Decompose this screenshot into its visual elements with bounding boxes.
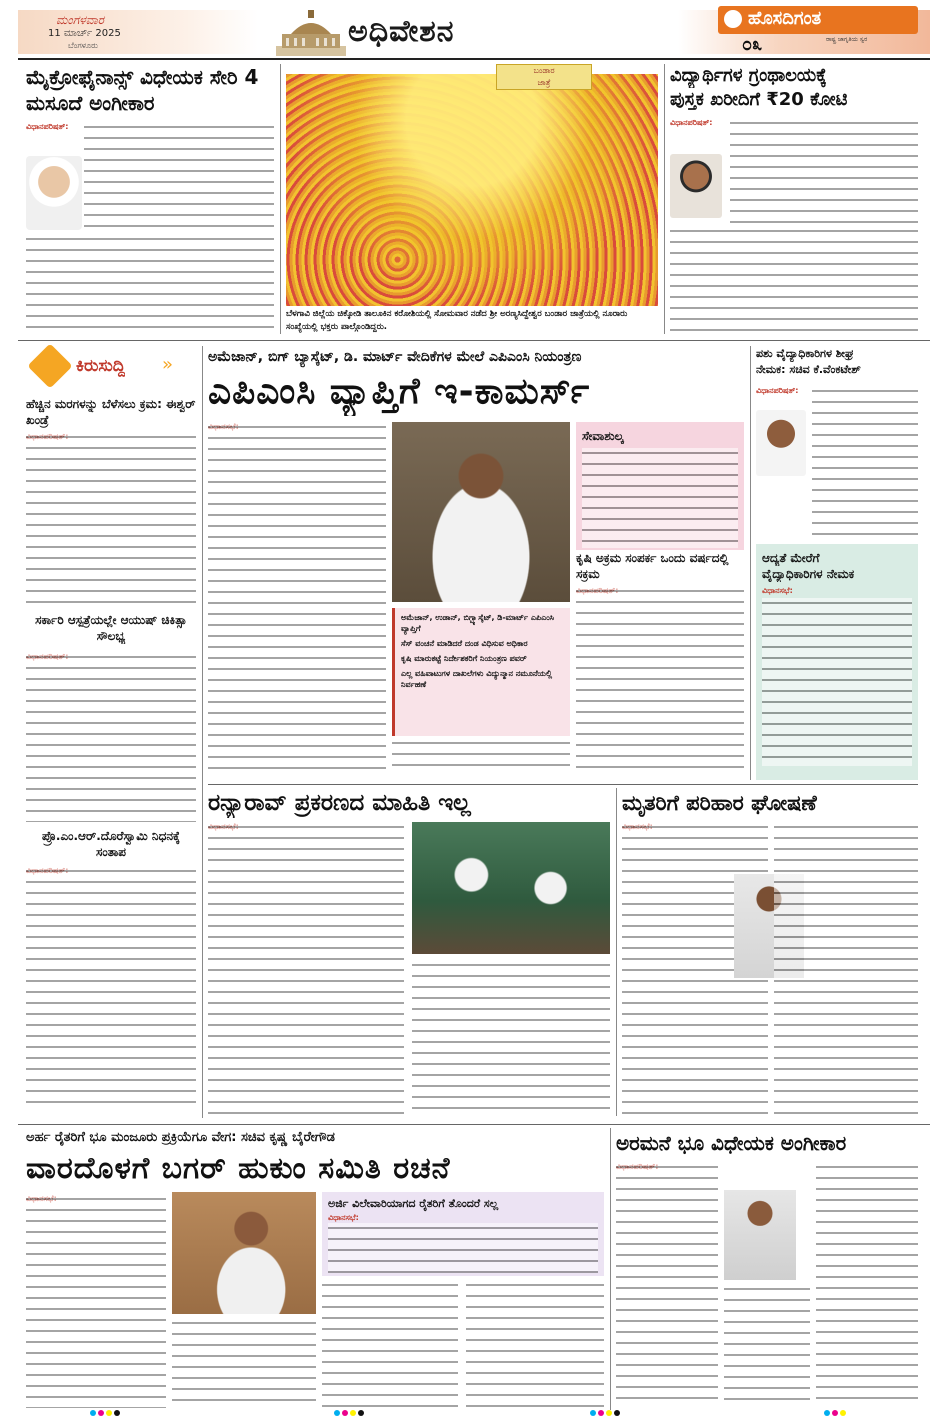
krishna-byregowda-photo [172,1192,316,1314]
palace-body-col2 [724,1284,810,1408]
ayush-body [762,598,912,766]
cmyk-dot-icon [106,1410,112,1416]
body-text-2 [670,226,918,334]
column-divider [202,346,203,1118]
author-photo [26,156,82,230]
section-title: ಅಧಿವೇಶನ [348,14,455,49]
cmyk-dot-icon [598,1410,604,1416]
minister-speaking-photo [392,422,570,602]
apmc-kicker: ಅಮೆಜಾನ್, ಬಿಗ್ ಬ್ಯಾಸ್ಕೆಟ್, ಡಿ. ಮಾರ್ಟ್ ವೇದಿಕೆಗಳ ಮೇಲೆ ಎಪಿಎಂಸಿ ನಿಯಂತ್ರಣ [208,349,582,365]
photo-tag-line2: ಜಾತ್ರೆ [537,78,551,87]
chevron-right-icon: » [162,354,174,375]
palace-headline: ಅರಮನೆ ಭೂ ವಿಧೇಯಕ ಅಂಗೀಕಾರ [616,1131,847,1155]
krushi-body [576,586,744,774]
cmyk-dot-icon [114,1410,120,1416]
apmc-bullet-box [392,608,570,736]
palace-minister-photo [724,1190,796,1280]
cmyk-dot-icon [350,1410,356,1416]
page-number: ೦೩ [742,35,763,55]
cmyk-dot-icon [358,1410,364,1416]
compensation-body-col2 [774,822,918,1114]
apmc-headline: ಎಪಿಎಂಸಿ ವ್ಯಾಪ್ತಿಗೆ ಇ-ಕಾಮರ್ಸ್ [208,371,591,412]
masthead-date-band [18,10,258,54]
story-vet [756,346,918,542]
body-text [84,122,274,234]
masthead-date: 11 ಮಾರ್ಚ್ 2025 [48,28,121,39]
bagar-body-col3 [322,1280,458,1408]
photo-tag-line1: ಬಂಡಾರ [533,66,555,75]
headline-line2: ಪುಸ್ತಕ ಖರೀದಿಗೆ ₹20 ಕೋಟಿ [670,89,848,110]
masthead [18,10,930,58]
story-ayush [756,544,918,780]
row-rule [18,340,930,341]
minister-photo [670,154,722,218]
bandara-jatre-story [286,64,658,336]
seva-box [576,422,744,550]
bagar-subbox [322,1192,604,1276]
cmyk-dot-icon [614,1410,620,1416]
body-text [730,118,918,224]
bagar-body-col1 [26,1194,166,1408]
registration-marks [90,1410,850,1418]
flag-icon [724,10,742,28]
masthead-day: ಮಂಗಳವಾರ [56,13,105,27]
bagar-kicker: ಅರ್ಹ ರೈತರಿಗೆ ಭೂ ಮಂಜೂರು ಪ್ರಕ್ರಿಯೆಗೂ ವೇಗ: ಸಚಿವ ಕೃಷ್ಣ ಬೈರೇಗೌಡ [26,1130,335,1145]
krushi-box-title: ಕೃಷಿ ಅಕ್ರಮ ಸಂಪರ್ಕ ಒಂದು ವರ್ಷದಲ್ಲಿ ಸಕ್ರಮ [576,551,729,581]
paper-tagline: ರಾಷ್ಟ್ರ ಜಾಗೃತಿಯ ಸ್ವರ [826,36,868,43]
story-palace [616,1128,918,1410]
vidhana-soudha-icon [276,10,346,56]
bagar-box-title: ಅರ್ಜಿ ವಿಲೇವಾರಿಯಾಗದ ರೈತರಿಗೆ ತೊಂದರೆ ಸಲ್ಲ [328,1197,499,1210]
ranya-body-col1 [208,822,404,1114]
cmyk-dot-icon [90,1410,96,1416]
apmc-body-col1 [208,422,386,774]
cmyk-dot-icon [832,1410,838,1416]
row-rule [18,1124,930,1125]
finger-icon [27,343,72,388]
dateline: ವಿಧಾನಪರಿಷತ್: [670,118,713,127]
bagar-box-dateline: ವಿಧಾನಸಭೆ: [328,1213,359,1222]
photo-caption: ಬೆಳಗಾವಿ ಜಿಲ್ಲೆಯ ಚಿಕ್ಕೋಡಿ ತಾಲೂಕಿನ ಕರೋಶಿಯಲ್ಲಿ ಸೋಮವಾರ ನಡೆದ ಶ್ರೀ ಅರಣ್ಯಸಿದ್ದೇಶ್ವರ ಬಂಡಾರ ಜಾತ್ರೆಯಲ್ಲಿ ನೂರಾರು ಸಂಖ್ಯೆಯಲ್ಲಿ ಭಕ್ತರು ಪಾಲ್ಗೊಂಡಿದ್ದರು. [286,309,628,332]
column-divider [750,346,751,780]
festival-photo [286,74,658,306]
cmyk-dot-icon [606,1410,612,1416]
cmyk-dot-icon [824,1410,830,1416]
vet-body [812,386,918,536]
body-text-2 [26,234,274,334]
cmyk-dot-icon [840,1410,846,1416]
kirusuddi-item3-body [26,866,196,1106]
paper-name: ಹೊಸದಿಗಂತ [748,8,822,29]
palace-body-col3 [816,1162,918,1408]
column-divider [280,64,281,334]
cmyk-dot-icon [98,1410,104,1416]
column-divider [664,64,665,334]
vet-headline-line2: ನೇಮಕ: ಸಚಿವ ಕೆ.ವೆಂಕಟೇಶ್ [756,363,861,376]
story-apmc [208,346,744,780]
story-compensation [622,788,918,1116]
kirusuddi-column [26,346,196,1116]
column-divider [610,1128,611,1410]
bullet-1: ಅಮೆಜಾನ್, ಉಡಾನ್, ಬಿಗ್ಬ್ಯಾಸ್ಕೆಟ್, ಡಿ-ಮಾರ್ಟ್ ಎಪಿಎಂಸಿ ವ್ಯಾಪ್ತಿಗೆ [401,613,555,633]
seva-box-body [582,448,738,548]
palace-body-col1 [616,1162,718,1408]
bagar-box-body [328,1223,598,1273]
ranya-headline: ರನ್ಯಾರಾವ್ ಪ್ರಕರಣದ ಮಾಹಿತಿ ಇಲ್ಲ [208,790,471,816]
kirusuddi-item1-body [26,432,196,608]
ayush-dateline: ವಿಧಾನಸಭೆ: [762,586,793,595]
cmyk-dot-icon [334,1410,340,1416]
cmyk-dot-icon [590,1410,596,1416]
headline: ಮೈಕ್ರೋಫೈನಾನ್ಸ್ ವಿಧೇಯಕ ಸೇರಿ 4 ಮಸೂದೆ ಅಂಗೀಕಾರ [26,65,259,115]
compensation-headline: ಮೃತರಿಗೆ ಪರಿಹಾರ ಘೋಷಣೆ [622,791,817,815]
bagar-body-col4 [466,1280,604,1408]
story-library [670,64,918,336]
kirusuddi-item2-headline: ಸರ್ಕಾರಿ ಆಸ್ಪತ್ರೆಯಲ್ಲೇ ಆಯುಷ್ ಚಿಕಿತ್ಸಾ ಸೌಲಭ್ಯ [35,613,187,643]
bullet-2: ಸೆಸ್ ವಂಚನೆ ಮಾಡಿದರೆ ದಂಡ ವಿಧಿಸುವ ಅಧಿಕಾರ [401,639,528,648]
masthead-rule [18,58,930,60]
bagar-body-col2 [172,1318,316,1408]
bullet-3: ಕೃಷಿ ಮಾರುಕಟ್ಟೆ ನಿರ್ದೇಶಕರಿಗೆ ನಿಯಂತ್ರಣ ಪವರ್ [401,654,527,663]
assembly-photo [412,822,610,954]
kirusuddi-item1-headline: ಹೆಚ್ಚಿನ ಮರಗಳನ್ನು ಬೆಳೆಸಲು ಕ್ರಮ: ಈಶ್ವರ್ ಖಂಡ್ರೆ [26,397,196,427]
kirusuddi-label: ಕಿರುಸುದ್ದಿ [76,356,126,376]
story-bagar [26,1128,604,1410]
kirusuddi-item3-headline: ಪ್ರೊ.ಎಂ.ಆರ್.ದೊರೆಸ್ವಾಮಿ ನಿಧನಕ್ಕೆ ಸಂತಾಪ [41,829,181,859]
ayush-headline-line2: ವೈದ್ಯಾಧಿಕಾರಿಗಳ ನೇಮಕ [762,567,855,581]
dateline: ವಿಧಾನಪರಿಷತ್: [26,122,69,131]
vet-headline-line1: ಪಶು ವೈದ್ಯಾಧಿಕಾರಿಗಳ ಶೀಘ್ರ [756,347,854,360]
vet-minister-photo [756,410,806,476]
vet-dateline: ವಿಧಾನಪರಿಷತ್: [756,386,799,395]
headline-line1: ವಿದ್ಯಾರ್ಥಿಗಳ ಗ್ರಂಥಾಲಯಕ್ಕೆ [670,65,827,86]
kirusuddi-badge [34,348,186,386]
cmyk-dot-icon [342,1410,348,1416]
row-rule [208,784,918,785]
photo-tag [496,64,592,90]
kirusuddi-item2-body [26,652,196,822]
story-microfinance [26,64,274,336]
ranya-body-col2 [412,960,610,1114]
bagar-headline: ವಾರದೊಳಗೆ ಬಗರ್ ಹುಕುಂ ಸಮಿತಿ ರಚನೆ [26,1151,451,1186]
seva-box-title: ಸೇವಾಶುಲ್ಕ [582,429,624,443]
column-divider [616,788,617,1116]
ayush-headline-line1: ಆದ್ಯತೆ ಮೇರೆಗೆ [762,551,820,565]
masthead-city: ಬೆಂಗಳೂರು [68,41,98,50]
paper-logo [718,6,918,34]
story-ranya [208,788,610,1116]
bullet-4: ಎಲ್ಲ ವಹಿವಾಟುಗಳ ದಾಖಲೆಗಳು ವಿದ್ಯುನ್ಮಾನ ನಮೂನೆಯಲ್ಲಿ ನಿರ್ವಹಣೆ [401,669,553,689]
